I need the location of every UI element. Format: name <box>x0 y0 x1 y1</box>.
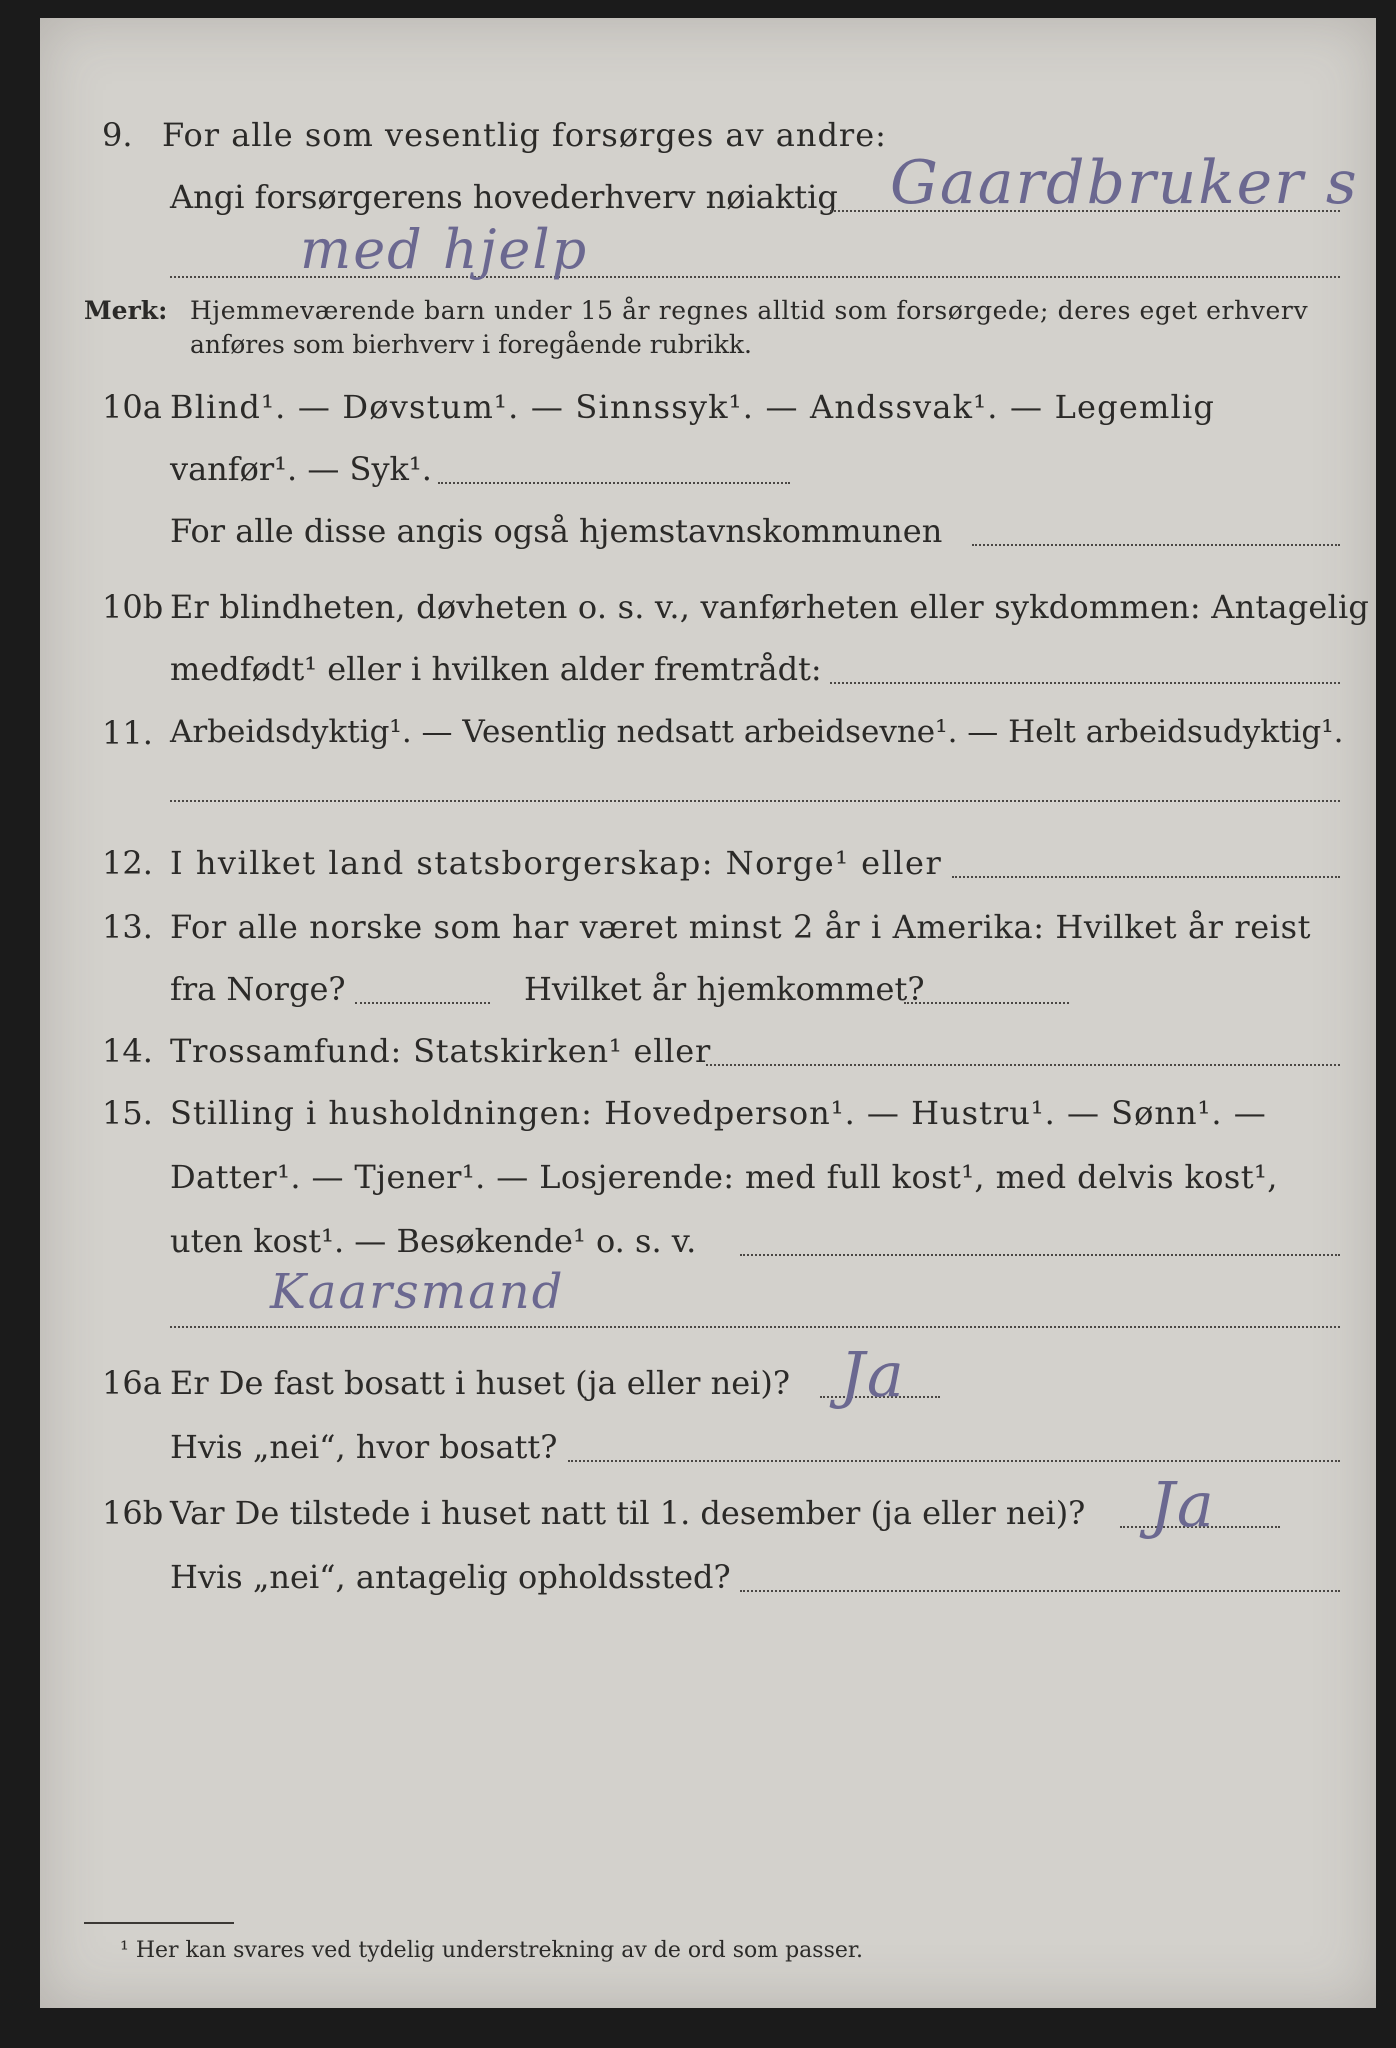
merk-line2: anføres som bierhverv i foregående rubrikk. <box>190 330 752 359</box>
q13-line1: For alle norske som har været minst 2 år i Amerika: Hvilket år reist <box>170 908 1312 946</box>
q11-dotted-line <box>170 800 1340 802</box>
census-form-page <box>40 18 1376 2008</box>
q10b-line1: Er blindheten, døvheten o. s. v., vanførheten eller sykdommen: Antagelig <box>170 588 1370 626</box>
footnote: ¹ Her kan svares ved tydelig understrekning av de ord som passer. <box>120 1938 863 1963</box>
merk-label: Merk: <box>84 296 168 325</box>
q9-line1: For alle som vesentlig forsørges av andre: <box>162 116 887 154</box>
q10b-number: 10b <box>102 588 164 626</box>
q13-dotted-line-2 <box>904 1002 1069 1004</box>
q13-dotted-line-1 <box>355 1002 490 1004</box>
q9-number: 9. <box>102 116 133 154</box>
merk-line1: Hjemmeværende barn under 15 år regnes alltid som forsørgede; deres eget erhverv <box>190 296 1309 325</box>
q16a-line1: Er De fast bosatt i huset (ja eller nei)? <box>170 1364 791 1402</box>
q16a-handwritten-answer: Ja <box>840 1338 906 1411</box>
q15-handwritten-answer: Kaarsmand <box>270 1264 565 1320</box>
q16b-number: 16b <box>102 1494 164 1532</box>
q9-handwritten-answer-1: Gaardbruker s <box>890 148 1359 218</box>
q10a-line3: For alle disse angis også hjemstavnskommunen <box>170 512 943 550</box>
q16a-dotted-line-2 <box>568 1460 1340 1462</box>
q11-number: 11. <box>102 714 153 752</box>
q15-line3: uten kost¹. — Besøkende¹ o. s. v. <box>170 1222 697 1260</box>
q9-line2: Angi forsørgerens hovederhverv nøiaktig <box>170 178 838 216</box>
q10b-dotted-line <box>830 682 1340 684</box>
q10a-dotted-line-2 <box>972 544 1340 546</box>
q16b-dotted-line-2 <box>740 1590 1340 1592</box>
q14-number: 14. <box>102 1032 153 1070</box>
q15-line1: Stilling i husholdningen: Hovedperson¹. — Hustru¹. — Sønn¹. — <box>170 1094 1267 1132</box>
q12-dotted-line <box>952 876 1340 878</box>
q13-line2b: Hvilket år hjemkommet? <box>524 970 925 1008</box>
footnote-rule <box>84 1922 234 1924</box>
q10a-line2: vanfør¹. — Syk¹. <box>170 450 432 488</box>
q16a-line2: Hvis „nei“, hvor bosatt? <box>170 1428 558 1466</box>
q13-number: 13. <box>102 908 153 946</box>
q13-line2a: fra Norge? <box>170 970 346 1008</box>
q11-line1: Arbeidsdyktig¹. — Vesentlig nedsatt arbeidsevne¹. — Helt arbeidsudyktig¹. <box>170 714 1344 750</box>
q15-line2: Datter¹. — Tjener¹. — Losjerende: med full kost¹, med delvis kost¹, <box>170 1158 1278 1196</box>
q15-number: 15. <box>102 1094 153 1132</box>
q16b-line1: Var De tilstede i huset natt til 1. desember (ja eller nei)? <box>170 1494 1086 1532</box>
q10a-dotted-line-1 <box>438 482 790 484</box>
q14-line1: Trossamfund: Statskirken¹ eller <box>170 1032 712 1070</box>
q16b-line2: Hvis „nei“, antagelig opholdssted? <box>170 1558 731 1596</box>
q12-number: 12. <box>102 844 153 882</box>
q9-handwritten-answer-2: med hjelp <box>300 218 589 281</box>
q15-dotted-line-2 <box>170 1326 1340 1328</box>
q10a-line1: Blind¹. — Døvstum¹. — Sinnssyk¹. — Andssvak¹. — Legemlig <box>170 388 1216 426</box>
q15-dotted-line-1 <box>740 1254 1340 1256</box>
q10b-line2: medfødt¹ eller i hvilken alder fremtrådt: <box>170 650 822 688</box>
q12-line1: I hvilket land statsborgerskap: Norge¹ eller <box>170 844 943 882</box>
q16a-number: 16a <box>102 1364 162 1402</box>
q14-dotted-line <box>706 1064 1340 1066</box>
q16b-handwritten-answer: Ja <box>1150 1468 1216 1541</box>
q10a-number: 10a <box>102 388 162 426</box>
